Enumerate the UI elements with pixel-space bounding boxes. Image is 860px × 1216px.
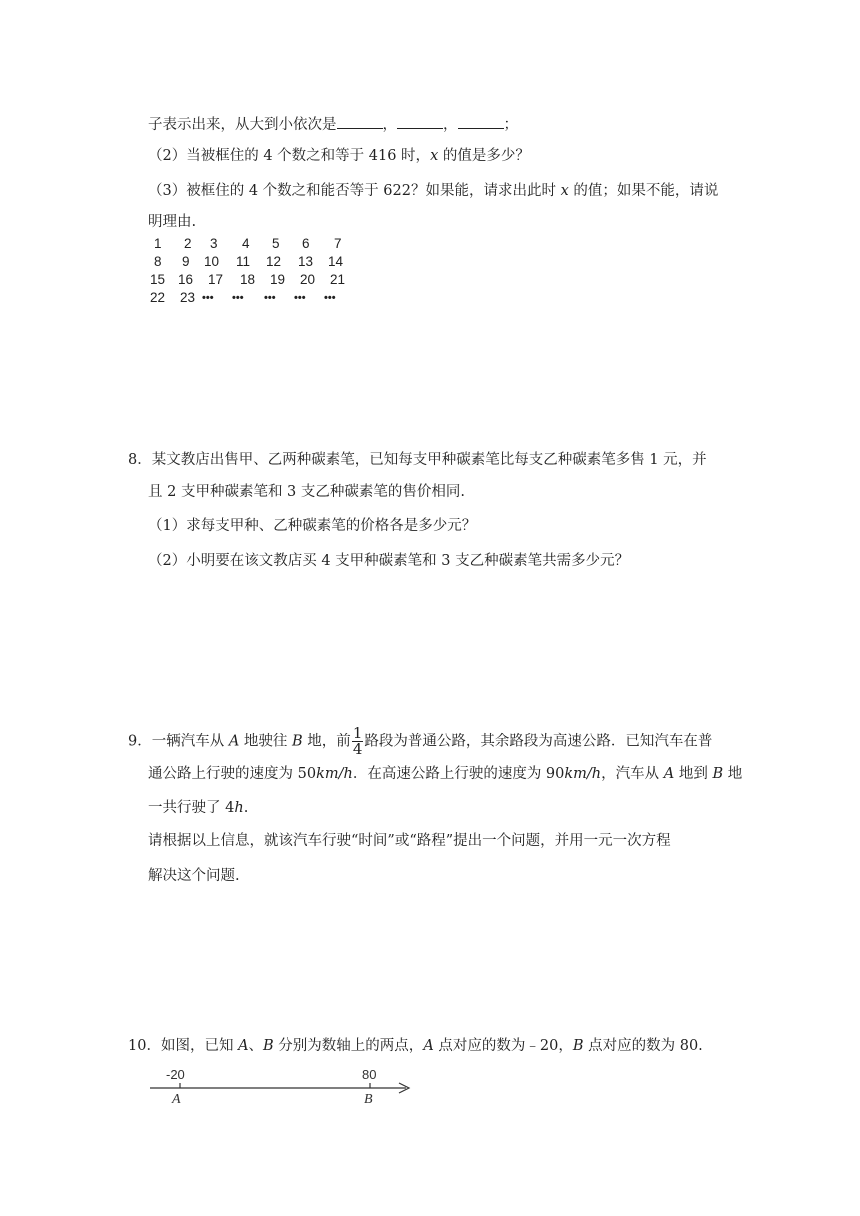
answer-blank-2[interactable] <box>397 114 443 129</box>
q9-text: 地驶往 <box>239 733 293 750</box>
grid-ellipsis: ••• <box>202 292 214 304</box>
q10-text: 、 <box>248 1038 264 1054</box>
q7-part2-text: （2）当被框住的 4 个数之和等于 416 时， <box>148 148 431 164</box>
point-b: B <box>712 766 724 782</box>
q10-text: 分别为数轴上的两点， <box>273 1038 424 1054</box>
q9-text: 地，前 <box>302 733 351 750</box>
label-point-a: A <box>172 1092 181 1106</box>
q7-line1 <box>148 114 518 135</box>
unit-kmh: km/h <box>316 766 353 782</box>
grid-ellipsis: ••• <box>294 292 306 304</box>
q9-line5: 解决这个问题. <box>148 868 240 884</box>
q10-text: 点对应的数为﹣20， <box>433 1038 573 1054</box>
grid-ellipsis: ••• <box>232 292 244 304</box>
answer-blank-1[interactable] <box>337 114 383 129</box>
point-a: A <box>423 1038 434 1054</box>
label-point-b: B <box>364 1092 373 1106</box>
q9-text: 地到 <box>674 766 713 782</box>
unit-kmh: km/h <box>564 766 602 782</box>
grid-ellipsis: ••• <box>264 292 276 304</box>
q9-text: ．在高速公路上行驶的速度为 90 <box>352 766 565 782</box>
q9-line2 <box>148 764 742 784</box>
grid-cell: 13 <box>298 254 314 269</box>
answer-blank-3[interactable] <box>458 114 504 129</box>
point-a: A <box>663 766 675 782</box>
q9-text: 路段为普通公路，其余路段为高速公路．已知汽车在普 <box>364 733 713 750</box>
q7-part3-line2 <box>148 212 196 232</box>
grid-ellipsis: ••• <box>324 292 336 304</box>
q9-line3 <box>148 798 248 818</box>
grid-cell: 7 <box>334 236 342 251</box>
grid-cell: 21 <box>330 272 346 287</box>
fraction-denominator: 4 <box>352 740 363 758</box>
grid-cell: 6 <box>302 236 310 251</box>
grid-cell: 11 <box>236 254 251 269</box>
grid-cell: 1 <box>154 236 162 251</box>
grid-cell: 20 <box>300 272 316 287</box>
grid-cell: 4 <box>242 236 250 251</box>
q9-line4: 请根据以上信息，就该汽车行驶“时间”或“路程”提出一个问题，并用一元一次方程 <box>148 833 671 849</box>
q9-text: 通公路上行驶的速度为 50 <box>148 766 317 782</box>
label-value-a: -20 <box>166 1067 185 1082</box>
q10-text: 10．如图，已知 <box>128 1038 239 1054</box>
q7-part3 <box>148 181 718 201</box>
separator: ， <box>382 117 397 133</box>
unit-h: h <box>234 800 244 816</box>
q9-text: . <box>243 800 249 816</box>
grid-cell: 15 <box>150 272 166 287</box>
q8-line1: 8．某文教店出售甲、乙两种碳素笔，已知每支甲种碳素笔比每支乙种碳素笔多售 1 元，并 <box>128 452 707 468</box>
point-a: A <box>238 1038 249 1054</box>
grid-cell: 19 <box>270 272 286 287</box>
q7-part2-end: 的值是多少？ <box>438 148 530 164</box>
grid-cell: 2 <box>184 236 192 251</box>
grid-cell: 22 <box>150 290 166 305</box>
q9-text: 地 <box>723 766 743 782</box>
q7-part3-text-c: 明理由. <box>148 214 197 230</box>
grid-cell: 23 <box>180 290 196 305</box>
grid-cell: 16 <box>178 272 194 287</box>
fraction-numerator: 1 <box>352 724 363 742</box>
point-a: A <box>228 733 240 750</box>
q10-line1 <box>128 1036 703 1056</box>
q8-part2: （2）小明要在该文教店买 4 支甲种碳素笔和 3 支乙种碳素笔共需多少元？ <box>148 553 630 569</box>
variable-x: x <box>560 183 569 199</box>
grid-cell: 12 <box>266 254 282 269</box>
q9-text: ，汽车从 <box>601 766 664 782</box>
fraction-one-quarter <box>352 726 364 757</box>
grid-cell: 9 <box>182 254 190 269</box>
grid-cell: 17 <box>208 272 224 287</box>
grid-cell: 3 <box>210 236 218 251</box>
variable-x: x <box>430 148 439 164</box>
grid-cell: 10 <box>204 254 220 269</box>
q10-text: 点对应的数为 80. <box>583 1038 703 1054</box>
grid-cell: 5 <box>272 236 280 251</box>
point-b: B <box>263 1038 274 1054</box>
point-b: B <box>572 1038 584 1054</box>
q9-text: 9．一辆汽车从 <box>128 733 229 750</box>
grid-cell: 8 <box>154 254 162 269</box>
q7-part2 <box>148 146 530 166</box>
q7-line1-text: 子表示出来，从大到小依次是 <box>148 117 337 133</box>
q7-part3-text: （3）被框住的 4 个数之和能否等于 622？如果能，请求出此时 <box>148 183 561 199</box>
number-line-diagram <box>148 1062 418 1106</box>
q9-text: 一共行驶了 4 <box>148 800 235 816</box>
point-b: B <box>292 733 303 750</box>
label-value-b: 80 <box>362 1067 377 1082</box>
separator: ， <box>443 117 458 133</box>
q7-part3-text-b: 的值；如果不能，请说 <box>568 183 719 199</box>
line-end: ； <box>503 117 518 133</box>
grid-cell: 18 <box>240 272 256 287</box>
grid-cell: 14 <box>328 254 344 269</box>
q8-part1: （1）求每支甲种、乙种碳素笔的价格各是多少元？ <box>148 518 477 534</box>
q9-line1 <box>128 724 713 758</box>
q8-line2: 且 2 支甲种碳素笔和 3 支乙种碳素笔的售价相同. <box>148 484 465 500</box>
